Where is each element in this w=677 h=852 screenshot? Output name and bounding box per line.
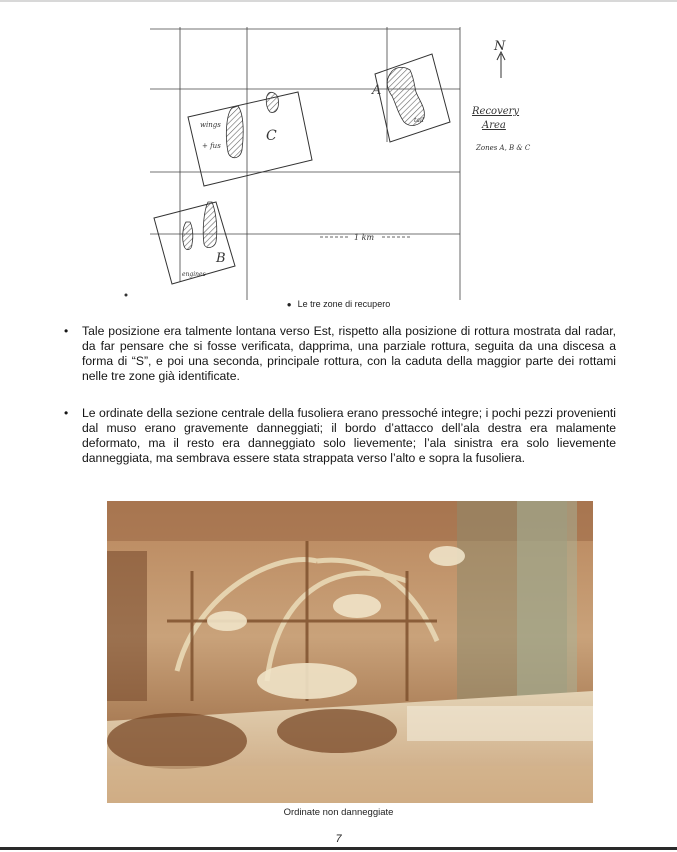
zone-b-note: engines — [182, 271, 206, 278]
paragraph-bullet-icon: • — [64, 406, 69, 420]
paragraph-bullet-icon: • — [64, 324, 69, 338]
zone-c-note-2: + fus — [202, 142, 221, 150]
figure-2-caption: Ordinate non danneggiate — [283, 807, 394, 818]
zone-b-label: B — [216, 251, 226, 266]
legend-line-1: Recovery — [472, 106, 520, 117]
zone-a-label: A — [372, 83, 382, 98]
paragraph-2 — [64, 406, 616, 466]
wreckage-photo — [107, 501, 593, 803]
paragraph-2-text: Le ordinate della sezione centrale della fusoliera erano pressoché integre; i pochi pezzi provenienti dal muso erano gravemente danneggiati; il bordo d’attacco dell’ala destra era malamente deformato, ma il resto era danneggiato solo lievemente; l’ala sinistra era solo lievemente danneggiata, ma sembrava essere stata strappata verso l’alto e sopra la fusoliera. — [82, 406, 616, 465]
map-grid — [150, 27, 460, 300]
figure-1-caption-text: Le tre zone di recupero — [297, 299, 391, 309]
legend-line-2: Area — [482, 120, 506, 131]
caption-bullet-icon: ● — [286, 300, 292, 309]
north-arrow-icon — [497, 52, 505, 78]
zone-a-area — [375, 54, 450, 142]
zones-note: Zones A, B & C — [476, 144, 531, 152]
zone-c-label: C — [266, 128, 277, 144]
top-border — [0, 0, 677, 2]
figure-1-caption — [0, 299, 677, 309]
page-number: 7 — [335, 833, 342, 845]
paragraph-1 — [64, 324, 616, 384]
zone-a-note: tail — [414, 117, 424, 124]
north-label: N — [494, 39, 506, 54]
scale-label: 1 km — [354, 233, 375, 242]
bottom-border — [0, 847, 677, 850]
zone-c-note-1: wings — [200, 121, 221, 129]
recovery-zones-map — [120, 22, 590, 302]
paragraph-1-text: Tale posizione era talmente lontana verso Est, rispetto alla posizione di rottura mostrata dal radar, da far pensare che si fosse verificata, dapprima, una parziale rottura, seguita da una discesa a forma di “S”, e poi una seconda, principale rottura, con la caduta della maggior parte dei rottami nelle tre zone già identificate. — [82, 324, 616, 383]
